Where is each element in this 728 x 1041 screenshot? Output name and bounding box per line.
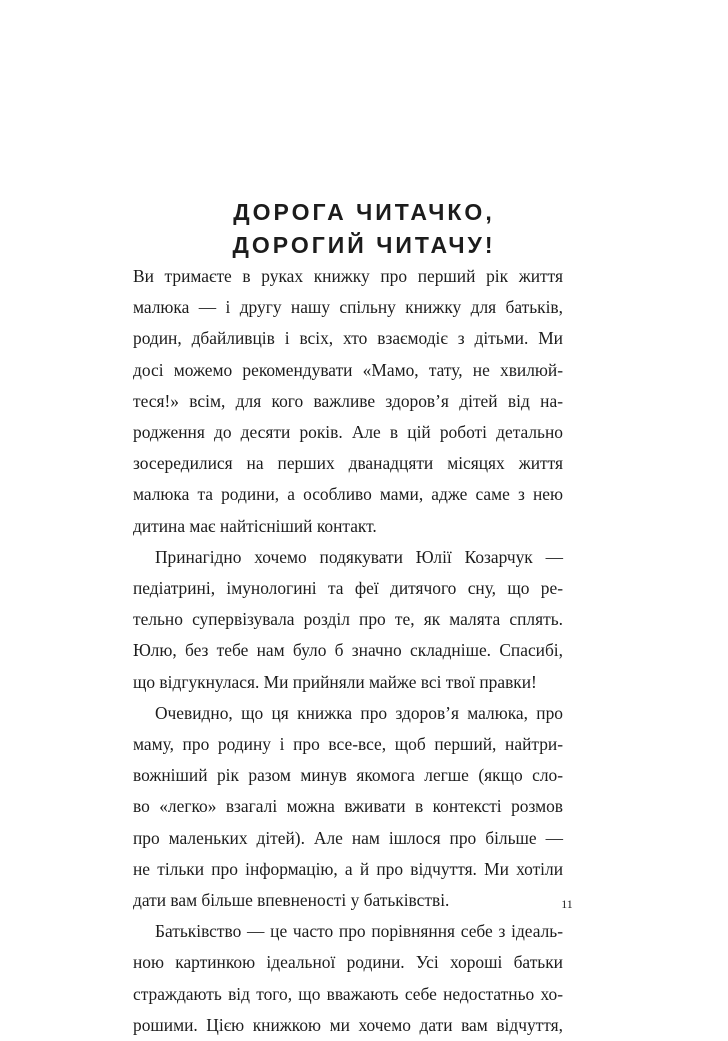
paragraph-2 [133, 542, 563, 698]
text-line: родження до десяти років. Але в цій роботі детально [133, 422, 563, 443]
paragraph-3 [133, 698, 563, 916]
text-line: педіатрині, імунологині та феї дитячого сну, що ре- [133, 578, 563, 599]
text-line: страждають від того, що вважають себе недостатньо хо- [133, 983, 563, 1004]
text-line: малюка — і другу нашу спільну книжку для батьків, [133, 297, 563, 318]
text-line: во «легко» взагалі можна вживати в контексті розмов [133, 796, 563, 817]
text-line: що відгукнулася. Ми прийняли майже всі твої правки! [133, 671, 537, 692]
text-line: Батьківство — це часто про порівняння себе з ідеаль- [155, 921, 563, 942]
paragraph-1 [133, 261, 563, 542]
text-line: тельно супервізувала розділ про те, як малята сплять. [133, 609, 563, 630]
body-text [133, 261, 563, 1041]
text-line: рошими. Цією книжкою ми хочемо дати вам відчуття, [133, 1014, 563, 1035]
text-line: дати вам більше впевненості у батьківстві. [133, 890, 450, 911]
text-line: дитина має найтісніший контакт. [133, 515, 377, 536]
text-line: Юлю, без тебе нам було б значно складніше. Спасибі, [133, 640, 563, 661]
page-number: 11 [561, 897, 573, 911]
text-line: теся!» всім, для кого важливе здоров’я дітей від на- [133, 390, 563, 411]
text-line: вожніший рік разом минув якомога легше (якщо сло- [133, 765, 563, 786]
text-line: Ви тримаєте в руках книжку про перший рік життя [133, 266, 563, 286]
text-line: Принагідно хочемо подякувати Юлії Козарчук — [155, 546, 563, 567]
text-line: досі можемо рекомендувати «Мамо, тату, не хвилюй- [133, 359, 563, 380]
text-line: зосередилися на перших дванадцяти місяцях життя [133, 453, 563, 474]
chapter-title-line-2: ДОРОГИЙ ЧИТАЧУ! [232, 232, 496, 258]
text-line: маму, про родину і про все-все, щоб перший, найтри- [133, 734, 563, 755]
text-line: малюка та родини, а особливо мами, адже саме з нею [133, 484, 563, 505]
chapter-title-line-1: ДОРОГА ЧИТАЧКО, [233, 199, 495, 225]
text-line: про маленьких дітей). Але нам ішлося про більше — [133, 827, 563, 848]
text-line: не тільки про інформацію, а й про відчуття. Ми хотіли [133, 858, 563, 879]
text-line: ною картинкою ідеальної родини. Усі хороші батьки [133, 952, 563, 973]
text-line: Очевидно, що ця книжка про здоров’я малюка, про [155, 702, 563, 723]
paragraph-4 [133, 916, 563, 1041]
text-line: родин, дбайливців і всіх, хто взаємодіє з дітьми. Ми [133, 328, 563, 349]
